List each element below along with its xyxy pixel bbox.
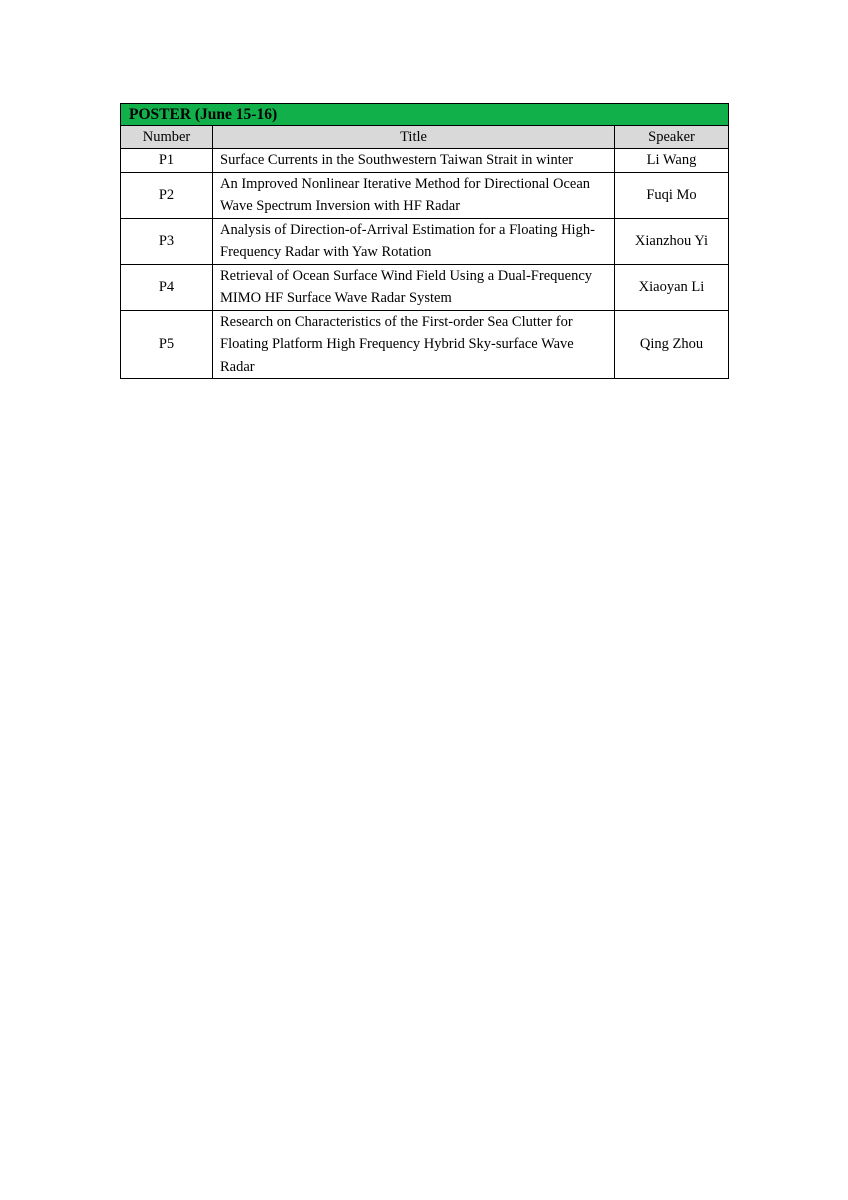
poster-title: Analysis of Direction-of-Arrival Estimation for a Floating High-Frequency Radar with Yaw Rotation bbox=[213, 218, 615, 264]
table-row bbox=[121, 218, 729, 264]
section-banner-row bbox=[121, 104, 729, 126]
poster-title: An Improved Nonlinear Iterative Method for Directional Ocean Wave Spectrum Inversion with HF Radar bbox=[213, 172, 615, 218]
poster-speaker: Xianzhou Yi bbox=[615, 218, 729, 264]
poster-number: P5 bbox=[121, 310, 213, 379]
poster-title: Research on Characteristics of the First-order Sea Clutter for Floating Platform High Frequency Hybrid Sky-surface Wave Radar bbox=[213, 310, 615, 379]
column-header-speaker: Speaker bbox=[615, 126, 729, 149]
poster-number: P2 bbox=[121, 172, 213, 218]
poster-speaker: Fuqi Mo bbox=[615, 172, 729, 218]
poster-speaker: Xiaoyan Li bbox=[615, 264, 729, 310]
table-row bbox=[121, 172, 729, 218]
poster-number: P1 bbox=[121, 149, 213, 173]
table-row bbox=[121, 310, 729, 379]
column-header-title: Title bbox=[213, 126, 615, 149]
header-row bbox=[121, 126, 729, 149]
table-row bbox=[121, 149, 729, 173]
table-row bbox=[121, 264, 729, 310]
column-header-number: Number bbox=[121, 126, 213, 149]
poster-title: Retrieval of Ocean Surface Wind Field Using a Dual-Frequency MIMO HF Surface Wave Radar System bbox=[213, 264, 615, 310]
poster-number: P3 bbox=[121, 218, 213, 264]
poster-number: P4 bbox=[121, 264, 213, 310]
poster-schedule-table bbox=[120, 103, 729, 379]
section-title: POSTER (June 15-16) bbox=[121, 104, 729, 126]
poster-title: Surface Currents in the Southwestern Taiwan Strait in winter bbox=[213, 149, 615, 173]
poster-speaker: Qing Zhou bbox=[615, 310, 729, 379]
poster-speaker: Li Wang bbox=[615, 149, 729, 173]
